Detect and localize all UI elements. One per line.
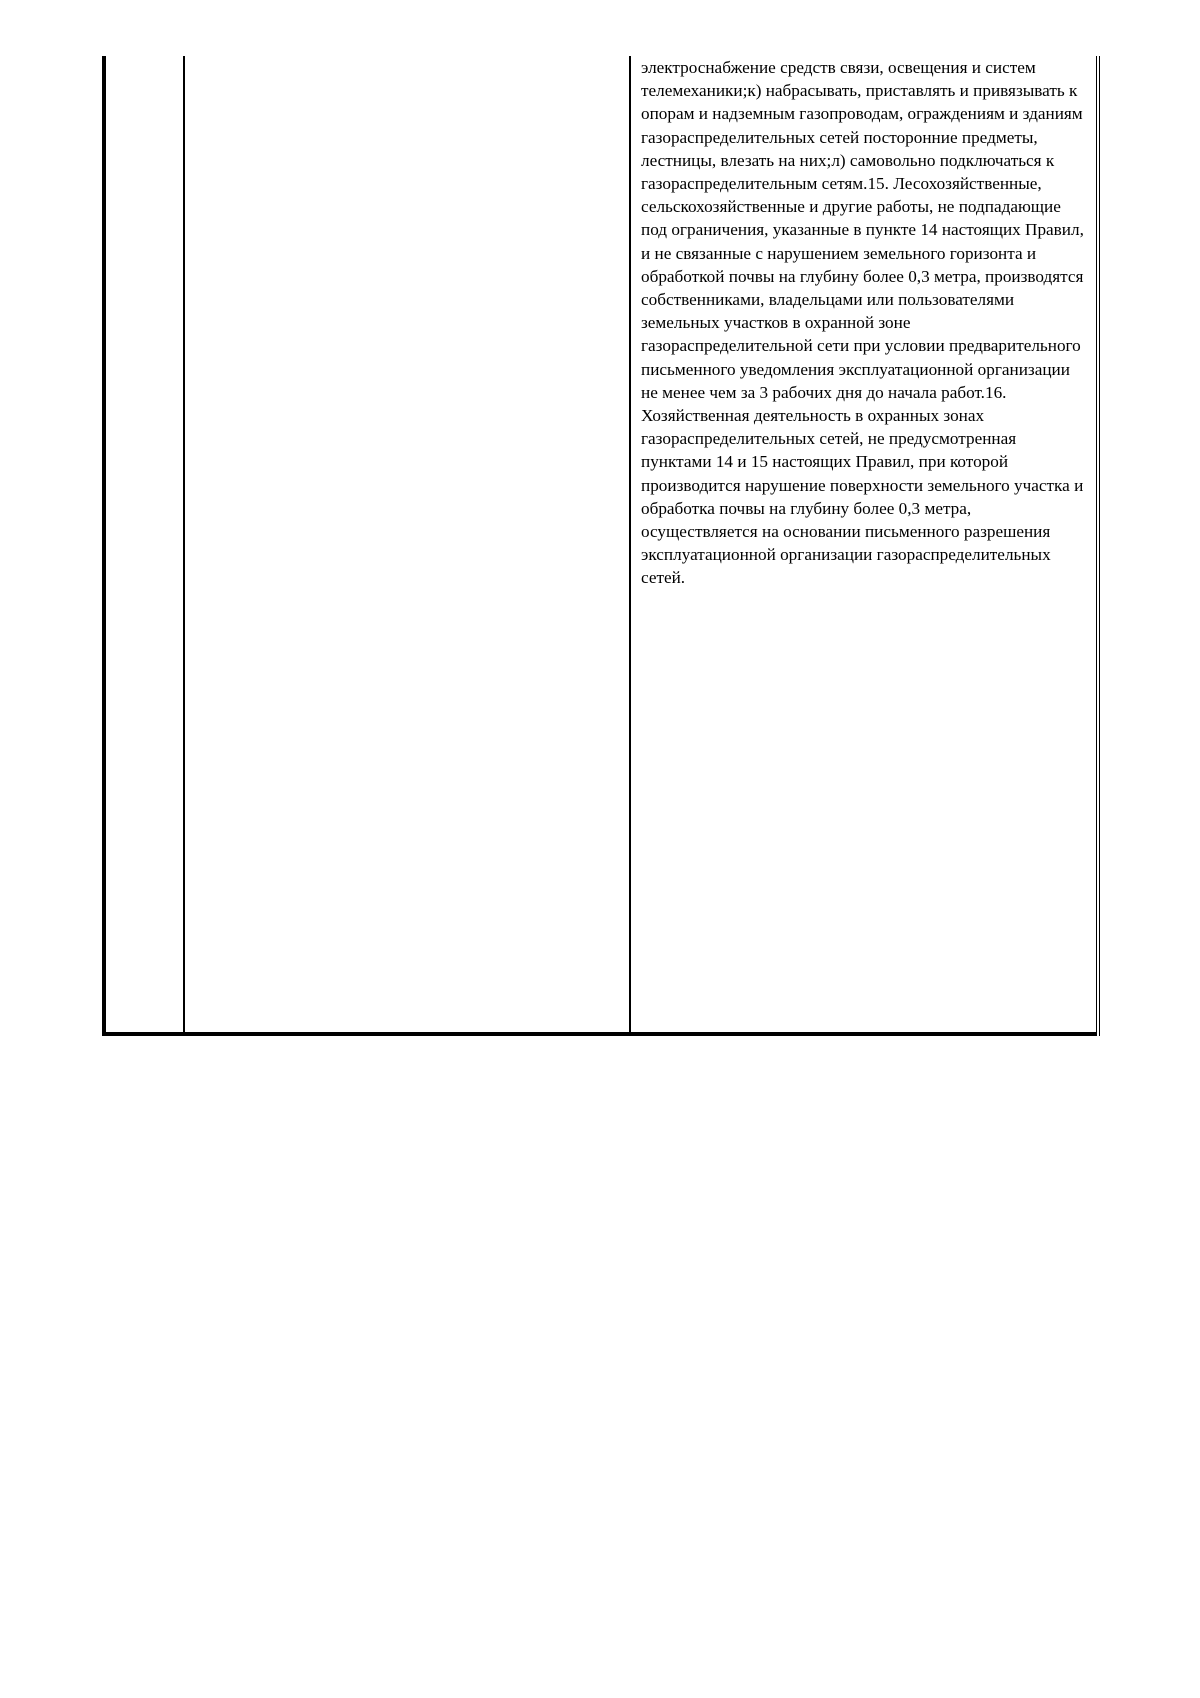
table-cell-title — [184, 56, 630, 1034]
table-row — [104, 56, 1098, 1034]
table-cell-content — [630, 56, 1098, 1034]
table-cell-number — [104, 56, 184, 1034]
table-body — [104, 56, 1098, 1034]
cell-content-text: электроснабжение средств связи, освещения и систем телемеханики;к) набрасывать, приставлять и привязывать к опорам и надземным газопроводам, ограждениям и зданиям газораспределительных сетей посторонние предметы, лестницы, влезать на них;л) самовольно подключаться к газораспределительным сетям.15. Лесохозяйственные, сельскохозяйственные и другие работы, не подпадающие под ограничения, указанные в пункте 14 настоящих Правил, и не связанные с нарушением земельного горизонта и обработкой почвы на глубину более 0,3 метра, производятся собственниками, владельцами или пользователями земельных участков в охранной зоне газораспределительной сети при условии предварительного письменного уведомления эксплуатационной организации не менее чем за 3 рабочих дня до начала работ.16. Хозяйственная деятельность в охранных зонах газораспределительных сетей, не предусмотренная пунктами 14 и 15 настоящих Правил, при которой производится нарушение поверхности земельного участка и обработка почвы на глубину более 0,3 метра, осуществляется на основании письменного разрешения эксплуатационной организации газораспределительных сетей. — [641, 58, 1084, 588]
document-table — [102, 56, 1100, 1036]
